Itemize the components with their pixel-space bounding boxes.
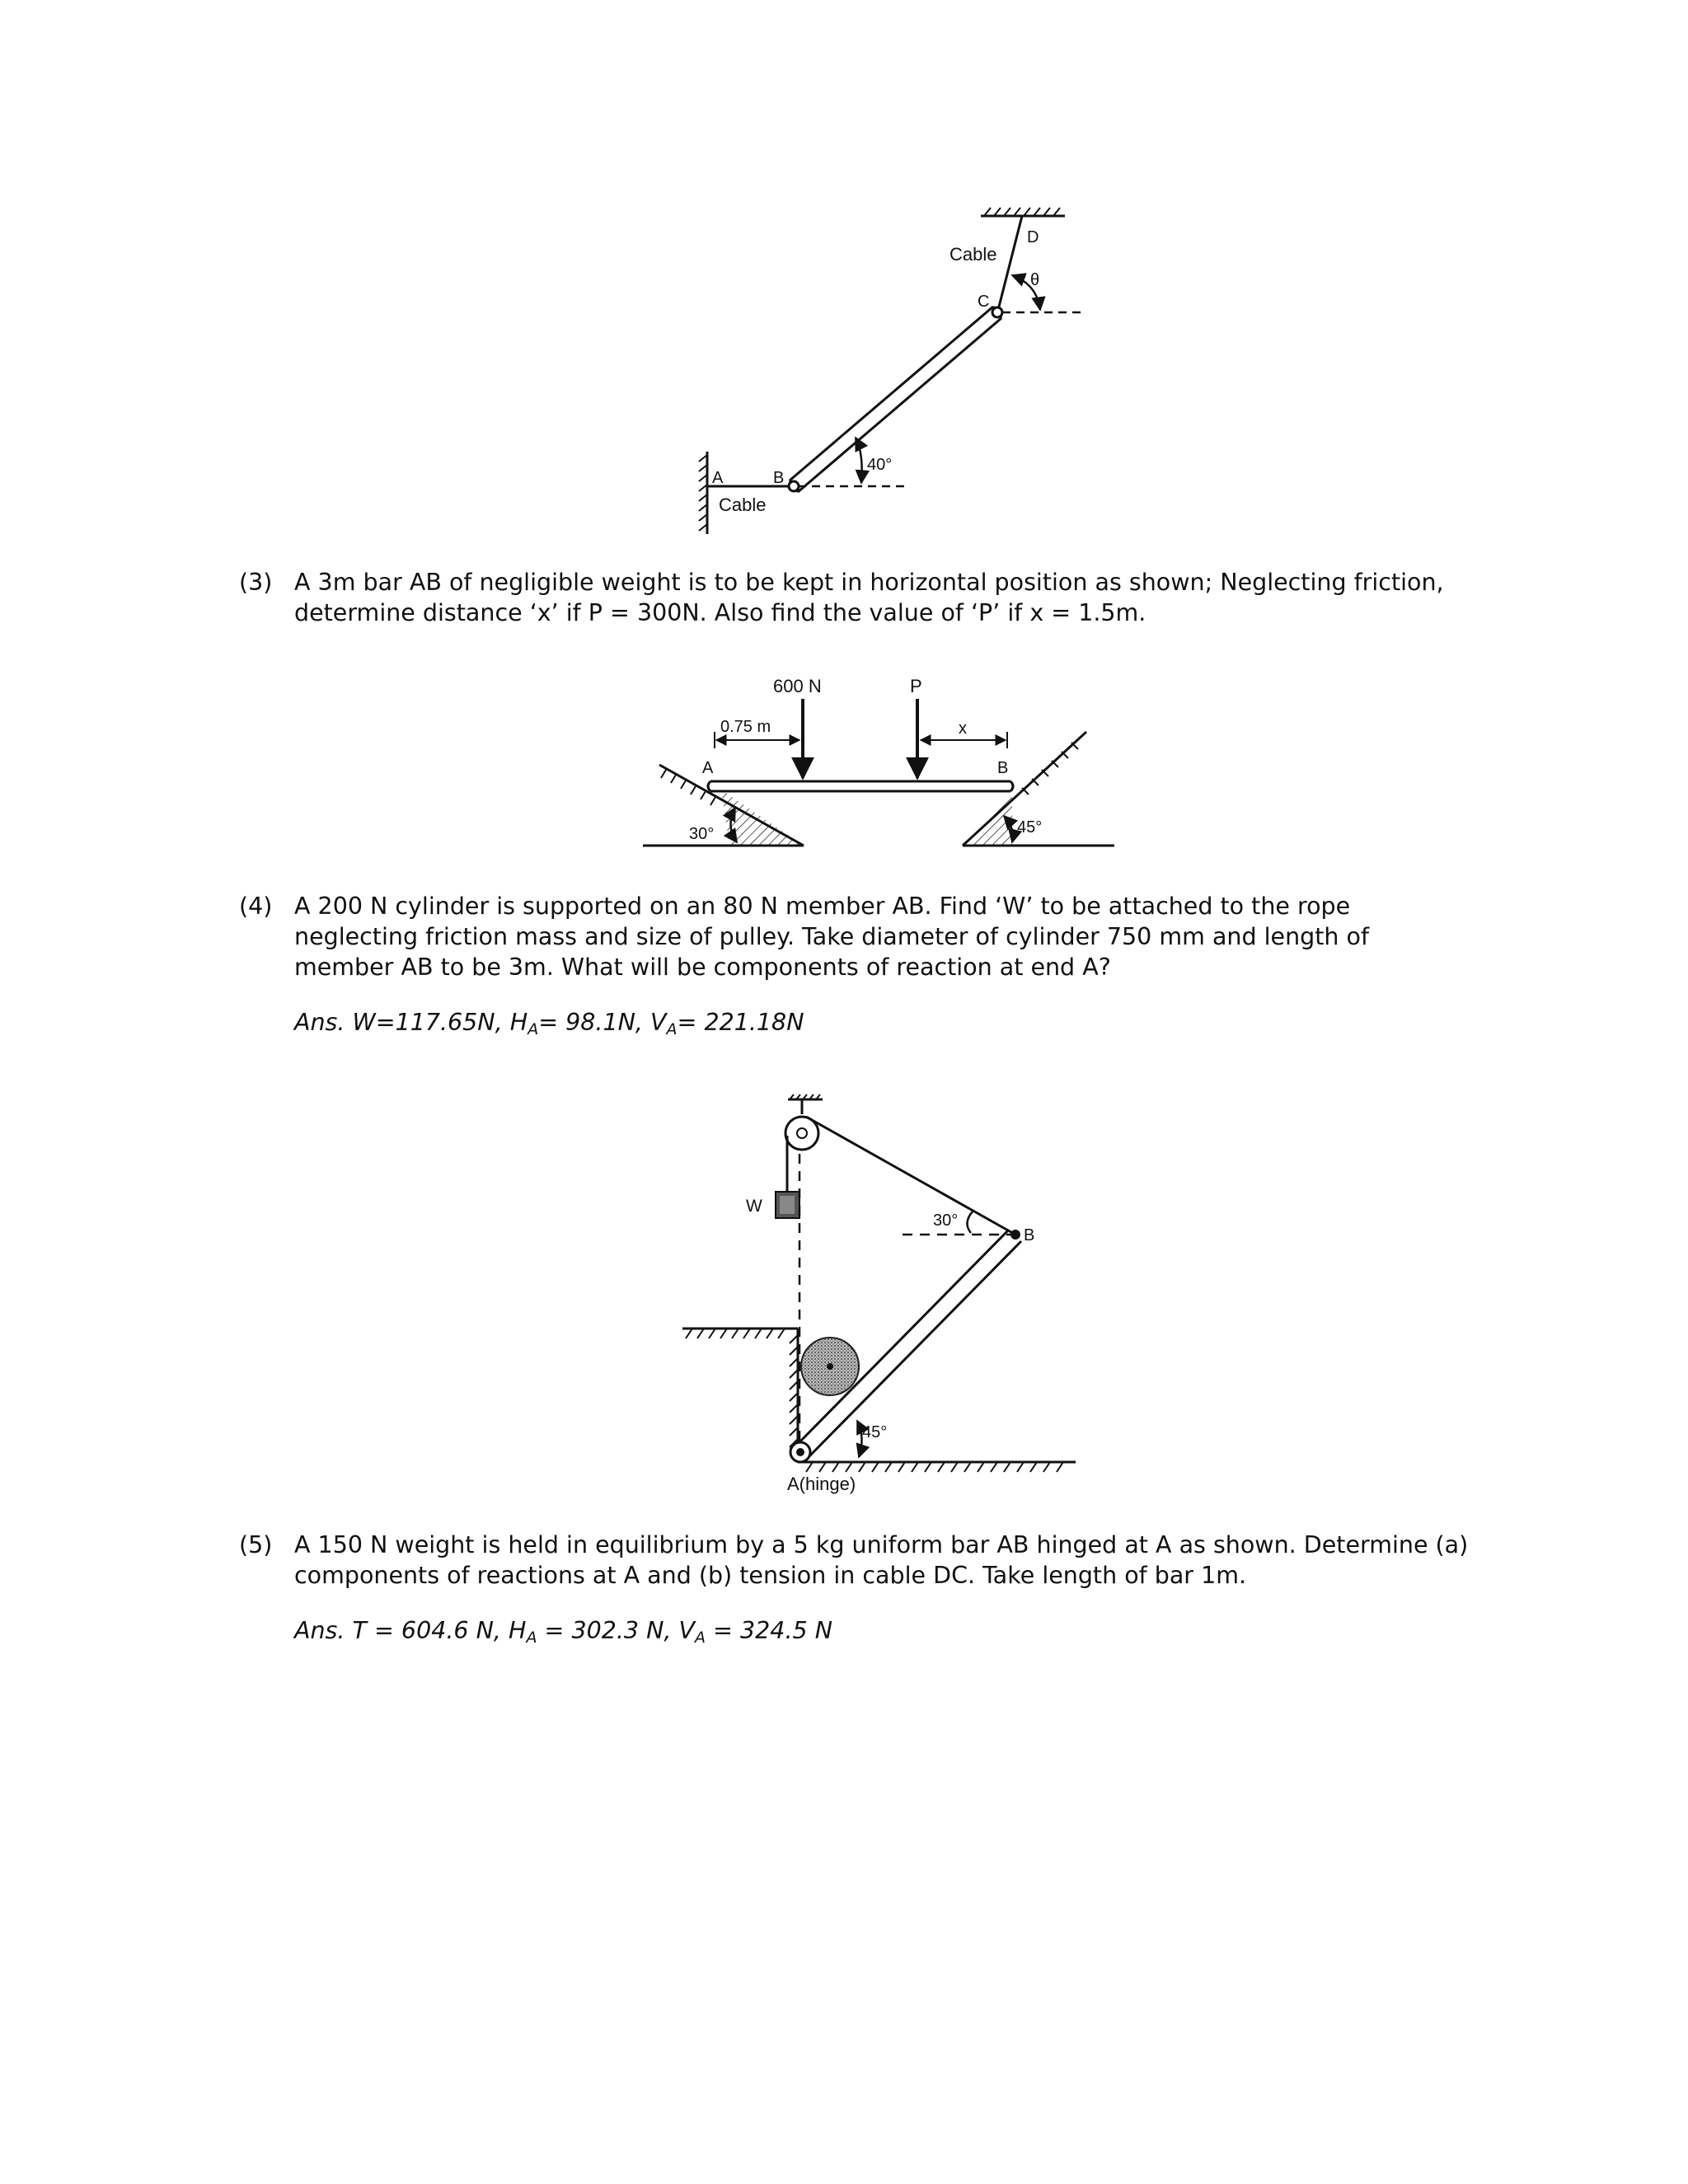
bar-ab: [708, 781, 1013, 791]
problem-4: [239, 891, 1475, 982]
cable-cd: [997, 216, 1022, 313]
figure-bar-inclines: [0, 659, 1688, 874]
label-0-75m: 0.75 m: [720, 718, 771, 736]
label-d: D: [1027, 228, 1039, 246]
pulley-ceiling: [788, 1094, 823, 1114]
label-c: C: [978, 293, 990, 311]
angle-arc-40: [856, 438, 862, 483]
ground-ledge: [682, 1329, 798, 1338]
problem-text: A 200 N cylinder is supported on an 80 N member AB. Find ‘W’ to be attached to the rope neglecting friction mass and size of pulley. Take diameter of cylinder 750 mm and length of member AB to be 3m. What will be components of reaction at end A?: [294, 893, 1370, 981]
label-45: 45°: [1017, 818, 1043, 837]
label-b: B: [997, 759, 1009, 777]
wall-support: [699, 452, 707, 534]
label-b: B: [1024, 1226, 1035, 1244]
figure-bar-cables: [0, 0, 1688, 560]
hinge-a: [790, 1442, 810, 1462]
angle-arc-30: [967, 1212, 973, 1233]
label-w: W: [746, 1197, 762, 1216]
label-30: 30°: [689, 825, 715, 843]
bar-bc: [790, 307, 1001, 492]
figure-cylinder-pulley: [0, 1088, 1688, 1516]
label-theta: θ: [1030, 271, 1040, 289]
pin-b: [789, 481, 799, 491]
node-b: [1010, 1230, 1020, 1240]
rope-to-b: [806, 1117, 1015, 1235]
problem-text: A 150 N weight is held in equilibrium by a 5 kg uniform bar AB hinged at A as shown. Determine (a) components of reactions at A and (b) tension in cable DC. Take length of bar 1m.: [294, 1531, 1469, 1589]
problem-number: (4): [239, 893, 273, 920]
pin-c: [992, 307, 1002, 317]
problem-5: [239, 1530, 1475, 1591]
label-a: A: [712, 469, 724, 487]
ground-bottom: [798, 1462, 1076, 1472]
label-30: 30°: [933, 1212, 959, 1230]
label-b: B: [773, 469, 785, 487]
weight-block: [776, 1192, 799, 1218]
label-600n: 600 N: [773, 676, 822, 696]
label-p: P: [910, 676, 922, 696]
label-hinge: A(hinge): [787, 1474, 856, 1494]
label-x: x: [959, 719, 967, 738]
cylinder: [801, 1338, 859, 1395]
problem-number: (5): [239, 1531, 273, 1558]
angle-arc-45: [857, 1421, 862, 1457]
label-angle-40: 40°: [867, 456, 893, 474]
label-cable-bottom: Cable: [719, 494, 767, 515]
ceiling-support: [981, 208, 1065, 216]
answer-5: Ans. T = 604.6 N, $H_A = 302.3$ N, $V_A = 324.5$ N: [294, 1617, 833, 1647]
label-45: 45°: [862, 1423, 888, 1441]
label-cable-top: Cable: [950, 244, 997, 265]
problem-3: [239, 567, 1475, 628]
problem-number: (3): [239, 569, 273, 596]
problem-text: A 3m bar AB of negligible weight is to be kept in horizontal position as shown; Neglecting friction, determine distance ‘x’ if P = 300N. Also find the value of ‘P’ if x = 1.5m.: [294, 569, 1444, 626]
label-a: A: [702, 759, 714, 777]
answer-4: Ans. W=117.65N, $H_A= 98.1N$, $V_A= 221.18N$: [294, 1009, 804, 1038]
